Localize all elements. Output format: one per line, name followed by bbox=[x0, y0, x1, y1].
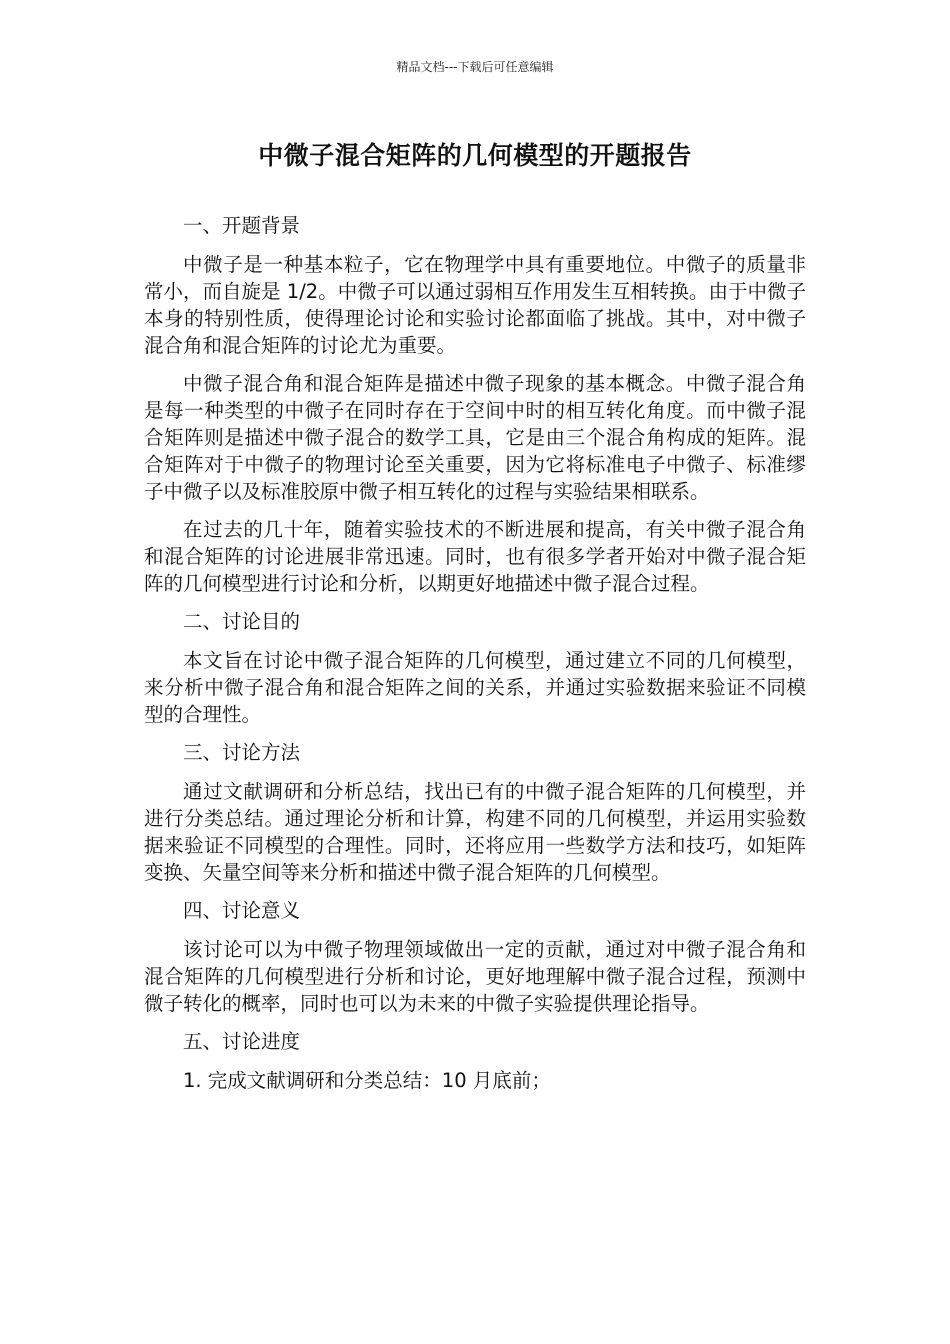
paragraph-purpose: 本文旨在讨论中微子混合矩阵的几何模型，通过建立不同的几何模型，来分析中微子混合角和混合矩阵之间的关系，并通过实验数据来验证不同模型的合理性。 bbox=[144, 649, 806, 726]
page-header: 精品文档---下载后可任意编辑 bbox=[396, 60, 554, 74]
paragraph-background-1: 中微子是一种基本粒子，它在物理学中具有重要地位。中微子的质量非常小，而自旋是 1/2。中微子可以通过弱相互作用发生互相转换。由于中微子本身的特别性质，使得理论讨论和实验讨论都面临了挑战。其中，对中微子混合角和混合矩阵的讨论尤为重要。 bbox=[144, 253, 806, 357]
paragraph-background-2: 中微子混合角和混合矩阵是描述中微子现象的基本概念。中微子混合角是每一种类型的中微子在同时存在于空间中时的相互转化角度。而中微子混合矩阵则是描述中微子混合的数学工具，它是由三个混合角构成的矩阵。混合矩阵对于中微子的物理讨论至关重要，因为它将标准电子中微子、标准缪子中微子以及标准胶原中微子相互转化的过程与实验结果相联系。 bbox=[144, 372, 806, 503]
document-title: 中微子混合矩阵的几何模型的开题报告 bbox=[258, 141, 692, 170]
section-heading-significance: 四、讨论意义 bbox=[183, 899, 301, 922]
section-heading-method: 三、讨论方法 bbox=[183, 741, 301, 764]
paragraph-background-3: 在过去的几十年，随着实验技术的不断进展和提高，有关中微子混合角和混合矩阵的讨论进展非常迅速。同时，也有很多学者开始对中微子混合矩阵的几何模型进行讨论和分析，以期更好地描述中微子混合过程。 bbox=[144, 518, 806, 595]
document-body bbox=[144, 212, 806, 1105]
section-heading-purpose: 二、讨论目的 bbox=[183, 610, 301, 633]
paragraph-method: 通过文献调研和分析总结，找出已有的中微子混合矩阵的几何模型，并进行分类总结。通过理论分析和计算，构建不同的几何模型，并运用实验数据来验证不同模型的合理性。同时，还将应用一些数学方法和技巧，如矩阵变换、矢量空间等来分析和描述中微子混合矩阵的几何模型。 bbox=[144, 780, 806, 884]
section-heading-schedule: 五、讨论进度 bbox=[183, 1030, 301, 1053]
schedule-item: 1. 完成文献调研和分类总结：10 月底前； bbox=[183, 1069, 551, 1092]
section-heading-background: 一、开题背景 bbox=[183, 214, 301, 237]
paragraph-significance: 该讨论可以为中微子物理领域做出一定的贡献，通过对中微子混合角和混合矩阵的几何模型进行分析和讨论，更好地理解中微子混合过程，预测中微子转化的概率，同时也可以为未来的中微子实验提供理论指导。 bbox=[144, 938, 806, 1015]
